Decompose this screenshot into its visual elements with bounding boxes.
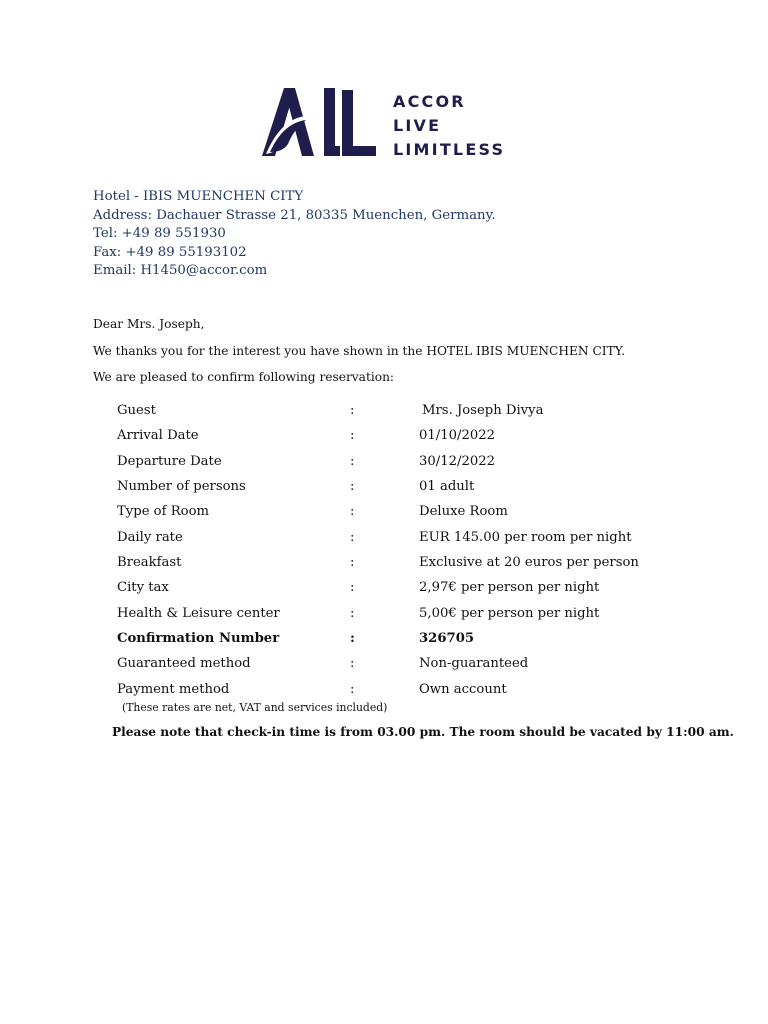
row-value: 30/12/2022 [419, 453, 496, 469]
row-label: Guaranteed method [117, 656, 251, 672]
row-separator: : [350, 681, 355, 697]
row-separator: : [350, 580, 355, 596]
row-separator: : [350, 529, 355, 545]
row-label: City tax [117, 580, 169, 596]
row-value: 01 adult [419, 479, 475, 495]
row-label: Confirmation Number [117, 631, 280, 647]
row-value: 2,97€ per person per night [419, 580, 600, 596]
row-separator: : [350, 504, 355, 520]
row-label: Payment method [117, 681, 230, 697]
reservation-row-departure-date [117, 451, 677, 476]
confirm-intro: We are pleased to confirm following reservation: [93, 370, 395, 384]
reservation-row-type-of-room [117, 501, 677, 526]
row-value: EUR 145.00 per room per night [419, 529, 632, 545]
reservation-row-confirmation-number [117, 628, 677, 653]
row-value: 01/10/2022 [419, 428, 496, 444]
row-value: 326705 [419, 631, 475, 647]
reservation-row-guest [117, 400, 677, 425]
accor-all-mark-icon [262, 84, 392, 160]
row-separator: : [350, 453, 355, 469]
row-label: Arrival Date [117, 428, 199, 444]
reservation-row-guaranteed-method [117, 653, 677, 678]
checkin-note: Please note that check-in time is from 03.00 pm. The room should be vacated by 11:00 am. [112, 725, 734, 739]
row-label: Health & Leisure center [117, 605, 280, 621]
reservation-row-daily-rate [117, 527, 677, 552]
reservation-row-arrival-date [117, 425, 677, 450]
reservation-row-number-of-persons [117, 476, 677, 501]
row-value: 5,00€ per person per night [419, 605, 600, 621]
row-separator: : [350, 479, 355, 495]
logo-line-accor: ACCOR [393, 92, 466, 111]
row-separator: : [350, 403, 355, 418]
salutation: Dear Mrs. Joseph, [93, 317, 205, 331]
row-value: Deluxe Room [419, 504, 508, 520]
thanks-paragraph: We thanks you for the interest you have shown in the HOTEL IBIS MUENCHEN CITY. [93, 344, 626, 358]
row-label: Guest [117, 403, 156, 418]
reservation-row-breakfast [117, 552, 677, 577]
row-label: Number of persons [117, 479, 246, 495]
hotel-tel: Tel: +49 89 551930 [93, 226, 226, 241]
row-label: Daily rate [117, 529, 183, 545]
reservation-row-city-tax [117, 577, 677, 602]
hotel-name: Hotel - IBIS MUENCHEN CITY [93, 189, 304, 204]
rates-note: (These rates are net, VAT and services included) [122, 701, 388, 714]
row-value: Non-guaranteed [419, 656, 529, 672]
row-value: Own account [419, 681, 507, 697]
hotel-fax: Fax: +49 89 55193102 [93, 244, 247, 260]
row-separator: : [350, 555, 355, 571]
row-label: Type of Room [117, 504, 210, 520]
row-separator: : [350, 631, 355, 647]
reservation-table [117, 400, 677, 704]
reservation-row-health-leisure [117, 603, 677, 628]
logo-line-live: LIVE [393, 116, 442, 135]
row-value: Mrs. Joseph Divya [422, 403, 544, 418]
logo-line-limitless: LIMITLESS [393, 140, 506, 159]
accor-logo [262, 84, 512, 160]
row-separator: : [350, 605, 355, 621]
row-label: Breakfast [117, 555, 182, 571]
row-label: Departure Date [117, 453, 222, 469]
row-separator: : [350, 656, 355, 672]
row-separator: : [350, 428, 355, 444]
logo-wordmark [393, 90, 505, 162]
hotel-info [93, 188, 496, 281]
hotel-address: Address: Dachauer Strasse 21, 80335 Muenchen, Germany. [93, 207, 496, 223]
row-value: Exclusive at 20 euros per person [419, 555, 639, 571]
hotel-email: Email: H1450@accor.com [93, 263, 268, 278]
